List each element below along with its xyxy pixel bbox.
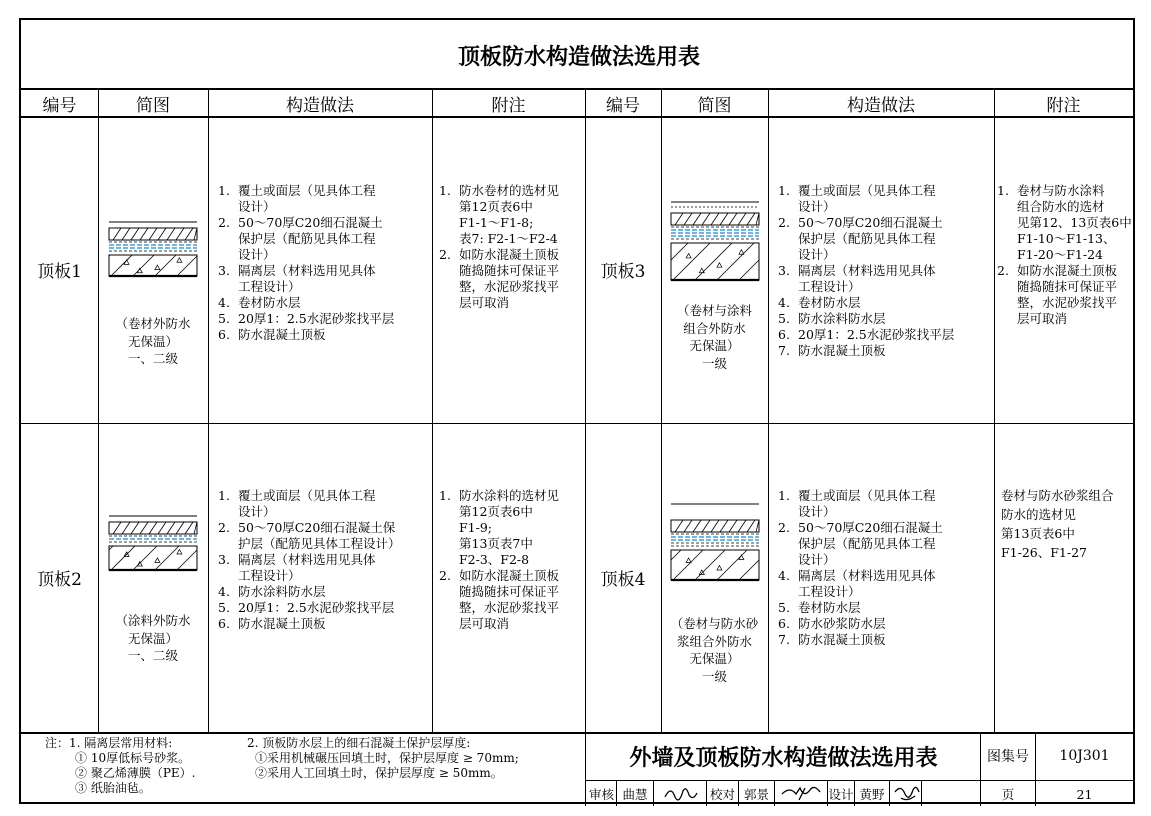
- item-text-line: 层可取消: [1017, 311, 1068, 326]
- item-text-line: 覆土或面层（见具体工程: [798, 183, 936, 198]
- list-item: [218, 552, 401, 584]
- aggregate-mark: [686, 558, 691, 563]
- divider: [889, 780, 890, 806]
- item-number: 1.: [439, 183, 451, 198]
- item-text-line: 卷材防水层: [798, 295, 861, 310]
- construction-list: [218, 183, 394, 343]
- list-item: [778, 520, 943, 568]
- hatch-line: [176, 522, 184, 534]
- hatch-line: [702, 520, 710, 532]
- slab-hatch: [671, 550, 681, 560]
- item-number: 1.: [778, 183, 790, 198]
- slab-hatch: [155, 255, 176, 276]
- footer-notes-2: [247, 736, 519, 781]
- item-number: 4.: [778, 568, 790, 583]
- item-text-line: 随捣随抹可保证平: [1017, 279, 1118, 294]
- list-item: [778, 616, 943, 632]
- hatch-line: [158, 522, 166, 534]
- list-item: [218, 584, 401, 600]
- item-text-line: 20厚1：2.5水泥砂浆找平层: [798, 327, 955, 342]
- list-item: [218, 327, 394, 343]
- list-item: [778, 343, 954, 359]
- item-text-line: 防水砂浆防水层: [798, 616, 886, 631]
- list-item: [218, 311, 394, 327]
- diagram-caption: [661, 302, 768, 372]
- hatch-line: [738, 213, 746, 225]
- header-diagram-right: 简图: [697, 95, 732, 116]
- list-item: [997, 183, 1132, 263]
- item-text-line: 覆土或面层（见具体工程: [798, 488, 936, 503]
- check-label: 校对: [709, 787, 735, 802]
- item-text-line: 20厚1：2.5水泥砂浆找平层: [238, 311, 395, 326]
- hatch-line: [729, 213, 737, 225]
- hatch-line: [675, 520, 683, 532]
- caption-line: 无保温）: [689, 338, 740, 353]
- list-item: [997, 263, 1132, 327]
- note-line: F1-26、F1-27: [1001, 545, 1088, 560]
- caption-line: 一、二级: [127, 351, 178, 366]
- item-text-line: 防水卷材的选材见: [459, 183, 560, 198]
- note-line: 第13页表6中: [1001, 526, 1075, 541]
- hatch-line: [693, 213, 701, 225]
- construction-list: [778, 183, 954, 359]
- list-item: [439, 568, 559, 632]
- slab-hatch: [109, 546, 113, 550]
- section-diagram: [105, 212, 201, 282]
- item-text-line: 50～70厚C20细石混凝土: [798, 215, 943, 230]
- list-item: [218, 600, 401, 616]
- item-text-line: 保护层（配筋见具体工程: [238, 231, 376, 246]
- hatch-line: [720, 520, 728, 532]
- item-number: 2.: [778, 520, 790, 535]
- atlas-number: 10J301: [1059, 748, 1110, 764]
- slab-hatch: [695, 550, 725, 580]
- list-item: [778, 215, 954, 263]
- list-item: [218, 263, 394, 295]
- item-text-line: 保护层（配筋见具体工程: [798, 231, 936, 246]
- designer-signature: [893, 782, 921, 804]
- reviewer-name: 曲慧: [622, 787, 648, 802]
- list-item: [778, 295, 954, 311]
- item-text-line: 隔离层（材料选用见具体: [238, 263, 376, 278]
- slab-hatch: [739, 560, 759, 580]
- section-diagram: [667, 498, 763, 586]
- aggregate-mark: [155, 265, 160, 270]
- hatch-line: [711, 213, 719, 225]
- item-number: 2.: [439, 247, 451, 262]
- hatch-line: [167, 228, 175, 240]
- item-number: 5.: [218, 311, 230, 326]
- item-number: 5.: [218, 600, 230, 615]
- caption-line: 无保温）: [689, 651, 740, 666]
- checker-signature: [779, 782, 825, 804]
- hatch-line: [729, 520, 737, 532]
- header-id-right: 编号: [606, 95, 640, 116]
- hatch-line: [747, 520, 755, 532]
- item-text-line: 设计）: [238, 199, 276, 214]
- item-text-line: 工程设计）: [798, 279, 861, 294]
- item-text-line: 防水涂料的选材见: [459, 488, 560, 503]
- concrete-slab: [109, 255, 197, 276]
- item-text-line: 50～70厚C20细石混凝土: [798, 520, 943, 535]
- hatch-line: [675, 213, 683, 225]
- slab-hatch: [695, 243, 732, 280]
- reviewer-signature: [661, 783, 701, 803]
- hatch-line: [176, 228, 184, 240]
- caption-line: （卷材与防水砂: [670, 616, 759, 631]
- item-text-line: 防水混凝土顶板: [238, 616, 326, 631]
- concrete-slab: [671, 243, 759, 280]
- item-text-line: 50～70厚C20细石混凝土: [238, 215, 383, 230]
- row-id: 顶板4: [600, 570, 646, 590]
- hatch-line: [738, 520, 746, 532]
- item-number: 2.: [778, 215, 790, 230]
- item-number: 1.: [778, 488, 790, 503]
- item-number: 4.: [218, 295, 230, 310]
- hatch-line: [702, 213, 710, 225]
- item-text-line: 防水涂料防水层: [798, 311, 886, 326]
- notes-text: [1001, 486, 1114, 562]
- design-label: 设计: [828, 787, 854, 802]
- note-line: 2. 顶板防水层上的细石混凝土保护层厚度:: [247, 736, 471, 750]
- item-text-line: 工程设计）: [798, 584, 861, 599]
- item-number: 1.: [218, 488, 230, 503]
- aggregate-mark: [686, 253, 691, 258]
- note-line: ③ 纸胎油毡。: [75, 781, 151, 795]
- section-diagram: [105, 506, 201, 576]
- slab-hatch: [111, 546, 135, 570]
- divider: [774, 780, 775, 806]
- list-item: [778, 632, 943, 648]
- divider: [768, 88, 769, 732]
- caption-line: 一级: [701, 668, 727, 684]
- aggregate-mark: [739, 250, 744, 255]
- slab-hatch: [739, 260, 759, 280]
- item-text-line: 卷材防水层: [798, 600, 861, 615]
- aggregate-mark: [717, 263, 722, 268]
- diagram-caption: [661, 615, 768, 685]
- hatch-line: [131, 228, 139, 240]
- item-number: 6.: [778, 616, 790, 631]
- item-text-line: 护层（配筋见具体工程设计）: [238, 536, 401, 551]
- caption-line: 组合外防水: [683, 320, 746, 336]
- item-number: 1.: [997, 183, 1009, 198]
- slab-hatch: [717, 550, 747, 580]
- item-text-line: 见第12、13页表6中: [1017, 215, 1132, 230]
- item-text-line: 隔离层（材料选用见具体: [798, 263, 936, 278]
- table-title: 顶板防水构造做法选用表: [457, 44, 700, 70]
- item-number: 6.: [218, 327, 230, 342]
- item-text-line: 20厚1：2.5水泥砂浆找平层: [238, 600, 395, 615]
- notes-list: [997, 183, 1132, 327]
- list-item: [778, 311, 954, 327]
- caption-line: 无保温）: [127, 333, 178, 349]
- item-text-line: 设计）: [798, 247, 836, 262]
- item-number: 4.: [218, 584, 230, 599]
- note-line: 卷材与防水砂浆组合: [1001, 488, 1114, 503]
- caption-line: （卷材与涂料: [676, 303, 752, 318]
- aggregate-mark: [155, 558, 160, 563]
- item-text-line: 隔离层（材料选用见具体: [798, 568, 936, 583]
- item-text-line: 层可取消: [459, 616, 510, 631]
- item-text-line: 随捣随抹可保证平: [459, 584, 560, 599]
- note-line: 注：1. 隔离层常用材料:: [45, 736, 173, 750]
- list-item: [218, 183, 394, 215]
- item-number: 4.: [778, 295, 790, 310]
- notes-list: [439, 183, 559, 311]
- item-text-line: 50～70厚C20细石混凝土保: [238, 520, 396, 535]
- hatch-line: [113, 522, 121, 534]
- item-number: 7.: [778, 343, 790, 358]
- page-label: 页: [1001, 787, 1015, 802]
- caption-line: 无保温）: [127, 630, 178, 646]
- hatch-line: [122, 522, 130, 534]
- slab-hatch: [717, 243, 754, 280]
- designer-name: 黄野: [859, 787, 885, 802]
- list-item: [439, 488, 559, 568]
- note-line: ②采用人工回填土时，保护层厚度 ≥ 50mm。: [255, 766, 503, 780]
- caption-line: （涂料外防水: [115, 613, 191, 628]
- hatch-line: [122, 228, 130, 240]
- hatch-line: [185, 522, 193, 534]
- divider: [994, 88, 995, 732]
- list-item: [439, 183, 559, 247]
- slab-hatch: [671, 243, 688, 260]
- item-text-line: F1-9;: [459, 520, 493, 535]
- list-item: [218, 616, 401, 632]
- item-text-line: 卷材防水层: [238, 295, 301, 310]
- list-item: [778, 568, 943, 600]
- item-text-line: 保护层（配筋见具体工程: [798, 536, 936, 551]
- divider: [921, 780, 922, 806]
- footer-notes-1: [45, 736, 195, 796]
- item-text-line: F1-1～F1-8;: [459, 215, 534, 230]
- hatch-line: [167, 522, 175, 534]
- sheet-title: 外墙及顶板防水构造做法选用表: [629, 745, 938, 771]
- hatch-line: [693, 520, 701, 532]
- item-text-line: 第12页表6中: [459, 504, 533, 519]
- hatch-line: [113, 228, 121, 240]
- item-text-line: 覆土或面层（见具体工程: [238, 488, 376, 503]
- item-text-line: F1-10～F1-13、: [1017, 231, 1116, 246]
- aggregate-mark: [699, 570, 704, 575]
- caption-line: 一级: [701, 355, 727, 371]
- item-text-line: 设计）: [798, 504, 836, 519]
- item-text-line: 防水混凝土顶板: [238, 327, 326, 342]
- item-text-line: 随捣随抹可保证平: [459, 263, 560, 278]
- aggregate-mark: [177, 258, 182, 263]
- item-text-line: 第13页表7中: [459, 536, 533, 551]
- concrete-slab: [671, 550, 759, 580]
- row-id: 顶板2: [37, 570, 82, 590]
- slab-hatch: [673, 243, 710, 280]
- notes-list: [439, 488, 559, 632]
- diagram-caption: [98, 612, 208, 665]
- list-item: [778, 488, 943, 520]
- construction-list: [218, 488, 401, 632]
- atlas-label: 图集号: [987, 749, 1029, 765]
- divider: [653, 780, 654, 806]
- item-text-line: 第12页表6中: [459, 199, 533, 214]
- list-item: [778, 327, 954, 343]
- slab-hatch: [177, 550, 197, 570]
- item-number: 2.: [439, 568, 451, 583]
- slab-hatch: [111, 255, 132, 276]
- aggregate-mark: [717, 566, 722, 571]
- hatch-line: [185, 228, 193, 240]
- divider: [208, 88, 209, 732]
- list-item: [778, 600, 943, 616]
- item-text-line: 整，水泥砂浆找平: [459, 600, 560, 615]
- item-number: 3.: [778, 263, 790, 278]
- hatch-line: [720, 213, 728, 225]
- checker-name: 郭景: [743, 787, 769, 802]
- construction-list: [778, 488, 943, 648]
- item-number: 6.: [778, 327, 790, 342]
- slab-hatch: [155, 546, 179, 570]
- row-id: 顶板3: [600, 262, 646, 282]
- item-text-line: 工程设计）: [238, 279, 301, 294]
- item-number: 3.: [218, 263, 230, 278]
- hatch-line: [711, 520, 719, 532]
- item-number: 3.: [218, 552, 230, 567]
- item-number: 2.: [218, 520, 230, 535]
- slab-hatch: [673, 550, 703, 580]
- list-item: [778, 263, 954, 295]
- diagram-caption: [98, 315, 208, 368]
- hatch-line: [158, 228, 166, 240]
- caption-line: （卷材外防水: [115, 316, 191, 331]
- divider: [21, 423, 1133, 424]
- slab-hatch: [133, 546, 157, 570]
- caption-line: 一、二级: [127, 648, 178, 663]
- list-item: [218, 488, 401, 520]
- note-line: ① 10厚低标号砂浆。: [75, 751, 191, 765]
- hatch-line: [684, 213, 692, 225]
- item-number: 5.: [778, 600, 790, 615]
- divider: [21, 116, 1133, 118]
- aggregate-mark: [177, 550, 182, 555]
- note-line: 防水的选材见: [1001, 507, 1077, 522]
- item-number: 2.: [997, 263, 1009, 278]
- header-diagram-left: 简图: [136, 95, 170, 116]
- list-item: [439, 247, 559, 311]
- header-notes-left: 附注: [491, 95, 526, 116]
- item-text-line: 设计）: [798, 552, 836, 567]
- item-text-line: F1-20～F1-24: [1017, 247, 1104, 262]
- item-text-line: 整，水泥砂浆找平: [1017, 295, 1118, 310]
- item-text-line: F2-3、F2-8: [459, 552, 530, 567]
- hatch-line: [131, 522, 139, 534]
- divider: [585, 780, 1133, 781]
- item-number: 1.: [218, 183, 230, 198]
- hatch-line: [684, 520, 692, 532]
- list-item: [218, 295, 394, 311]
- hatch-line: [140, 228, 148, 240]
- hatch-line: [747, 213, 755, 225]
- header-construction-right: 构造做法: [847, 95, 915, 116]
- item-text-line: 覆土或面层（见具体工程: [238, 183, 376, 198]
- divider: [432, 88, 433, 732]
- item-text-line: 组合防水的选材: [1017, 199, 1105, 214]
- item-number: 7.: [778, 632, 790, 647]
- page-number: 21: [1076, 786, 1093, 802]
- item-number: 1.: [439, 488, 451, 503]
- header-construction-left: 构造做法: [286, 95, 354, 116]
- item-text-line: 设计）: [238, 247, 276, 262]
- item-text-line: 如防水混凝土顶板: [459, 568, 560, 583]
- item-text-line: 设计）: [798, 199, 836, 214]
- item-text-line: 设计）: [238, 504, 276, 519]
- item-text-line: 层可取消: [459, 295, 510, 310]
- aggregate-mark: [699, 268, 704, 273]
- note-line: ①采用机械碾压回填土时，保护层厚度 ≥ 70mm;: [255, 751, 519, 765]
- item-text-line: 工程设计）: [238, 568, 301, 583]
- item-text-line: 隔离层（材料选用见具体: [238, 552, 376, 567]
- item-text-line: 防水涂料防水层: [238, 584, 326, 599]
- item-text-line: 表7: F2-1～F2-4: [459, 231, 558, 246]
- header-notes-right: 附注: [1046, 95, 1081, 116]
- drawing-frame: [19, 18, 1135, 804]
- hatch-line: [149, 228, 157, 240]
- item-number: 6.: [218, 616, 230, 631]
- hatch-line: [140, 522, 148, 534]
- list-item: [778, 183, 954, 215]
- header-id-left: 编号: [42, 95, 77, 116]
- item-text-line: 防水混凝土顶板: [798, 343, 886, 358]
- item-text-line: 如防水混凝土顶板: [1017, 263, 1118, 278]
- row-id: 顶板1: [37, 262, 82, 282]
- item-text-line: 如防水混凝土顶板: [459, 247, 560, 262]
- section-diagram: [667, 196, 763, 286]
- item-text-line: 卷材与防水涂料: [1017, 183, 1105, 198]
- item-text-line: 整，水泥砂浆找平: [459, 279, 560, 294]
- caption-line: 浆组合外防水: [676, 633, 752, 649]
- note-line: ② 聚乙烯薄膜（PE）.: [75, 766, 196, 780]
- list-item: [218, 520, 401, 552]
- item-number: 5.: [778, 311, 790, 326]
- item-text-line: 防水混凝土顶板: [798, 632, 886, 647]
- hatch-line: [149, 522, 157, 534]
- review-label: 审核: [588, 787, 614, 802]
- slab-hatch: [133, 255, 154, 276]
- item-number: 2.: [218, 215, 230, 230]
- list-item: [218, 215, 394, 263]
